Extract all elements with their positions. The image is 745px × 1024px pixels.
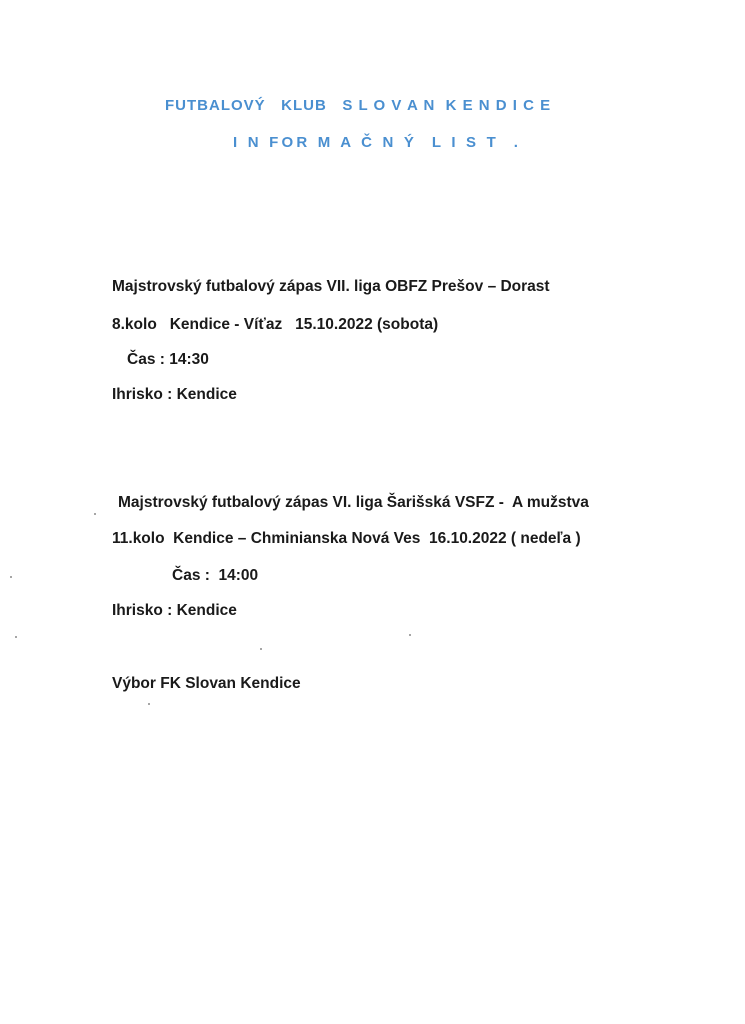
scan-speck <box>409 634 411 636</box>
info-sheet-heading: I N FOR M A Č N Ý L I S T . <box>233 134 522 151</box>
match-1-title: Majstrovský futbalový zápas VII. liga OBFZ Prešov – Dorast <box>112 278 550 295</box>
scan-speck <box>94 513 96 515</box>
scan-speck <box>10 576 12 578</box>
match-2-venue: Ihrisko : Kendice <box>112 602 237 619</box>
match-2-time: Čas : 14:00 <box>172 567 259 584</box>
committee-signature: Výbor FK Slovan Kendice <box>112 675 301 692</box>
scan-speck <box>15 636 17 638</box>
scan-speck <box>260 648 262 650</box>
match-2-round: 11.kolo Kendice – Chminianska Nová Ves 16.10.2022 ( nedeľa ) <box>112 530 581 547</box>
match-1-round: 8.kolo Kendice - Víťaz 15.10.2022 (sobota) <box>112 316 439 333</box>
match-1-venue: Ihrisko : Kendice <box>112 386 237 403</box>
scan-speck <box>148 703 150 705</box>
club-name-heading: FUTBALOVÝ KLUB S L O V A N K E N D I C E <box>165 97 552 114</box>
match-2-title: Majstrovský futbalový zápas VI. liga Šarišská VSFZ - A mužstva <box>118 494 589 511</box>
match-1-time: Čas : 14:30 <box>127 351 209 368</box>
